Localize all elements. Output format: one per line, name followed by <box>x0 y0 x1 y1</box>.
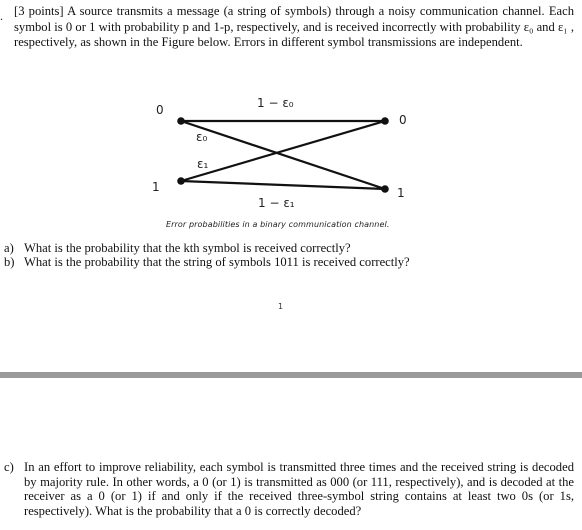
input-label-1: 1 <box>152 180 160 194</box>
prob-label-1-correct: 1 − ε₁ <box>258 196 295 210</box>
prob-label-eps1: ε₁ <box>197 157 209 171</box>
node-output-1 <box>381 185 389 193</box>
channel-diagram <box>0 88 582 238</box>
list-bullet: . <box>0 9 3 23</box>
question-a-text: What is the probability that the kth symbol is received correctly? <box>24 241 351 255</box>
page-number: 1 <box>278 302 284 311</box>
output-label-1: 1 <box>397 186 405 200</box>
input-label-0: 0 <box>156 103 164 117</box>
node-output-0 <box>381 117 389 125</box>
figure-caption: Error probabilities in a binary communication channel. <box>166 220 390 229</box>
question-a-letter: a) <box>4 241 14 255</box>
question-b-text: What is the probability that the string of symbols 1011 is received correctly? <box>24 255 410 269</box>
question-b-letter: b) <box>4 255 15 269</box>
question-c-text: In an effort to improve reliability, each symbol is transmitted three times and the received string is decoded by majority rule. In other words, a 0 (or 1) is transmitted as 000 (or 111, respectively), and is decoded at the receiver as a 0 (or 1) if and only if the received three-symbol string contains at least two 0s (or 1s, respectively). What is the probability that a 0 is correctly decoded? <box>24 460 574 518</box>
question-c <box>4 460 574 518</box>
channel-figure <box>0 88 582 238</box>
prob-label-0-correct: 1 − ε₀ <box>257 96 294 110</box>
edge-1-to-0 <box>181 121 385 181</box>
output-label-0: 0 <box>399 113 407 127</box>
question-a <box>4 241 564 255</box>
page-divider <box>0 372 582 378</box>
node-input-0 <box>177 117 185 125</box>
question-c-letter: c) <box>4 460 14 474</box>
node-input-1 <box>177 177 185 185</box>
edge-0-to-1 <box>181 121 385 189</box>
prob-label-eps0: ε₀ <box>196 130 208 144</box>
edge-1-to-1 <box>181 181 385 189</box>
problem-statement: [3 points] A source transmits a message (a string of symbols) through a noisy communication channel. Each symbol is 0 or 1 with probability p and 1-p, respectively, and is received incorrectly with probability ε₀ and ε₁ , respectively, as shown in the Figure below. Errors in different symbol transmissions are independent. <box>14 4 574 49</box>
questions-ab <box>4 241 564 269</box>
question-b <box>4 255 564 269</box>
